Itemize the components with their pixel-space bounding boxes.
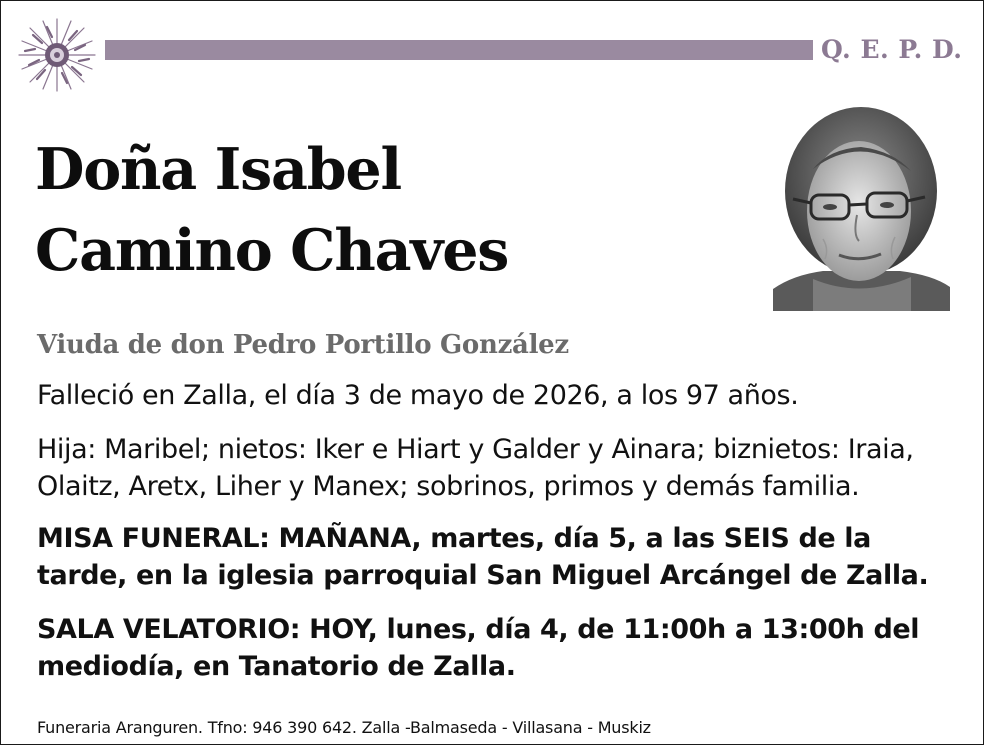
deceased-name-line-2: Camino Chaves <box>35 217 509 284</box>
wake-room-notice: SALA VELATORIO: HOY, lunes, día 4, de 11:00h a 13:00h del mediodía, en Tanatorio de Zalla. <box>37 614 920 682</box>
death-notice: Falleció en Zalla, el día 3 de mayo de 2026, a los 97 años. <box>37 380 799 411</box>
qepd-label: Q. E. P. D. <box>821 35 963 64</box>
widow-of-line: Viuda de don Pedro Portillo González <box>37 330 569 360</box>
deceased-name <box>35 129 755 291</box>
family-list: Hija: Maribel; nietos: Iker e Hiart y Galder y Ainara; biznietos: Iraia, Olaitz, Aretx, Liher y Manex; sobrinos, primos y demás familia. <box>37 434 914 502</box>
portrait-photo <box>773 99 950 311</box>
funeral-home-footer: Funeraria Aranguren. Tfno: 946 390 642. Zalla -Balmaseda - Villasana - Muskiz <box>37 718 651 737</box>
header-bar <box>105 40 813 60</box>
thistle-flower-icon <box>15 17 99 95</box>
funeral-mass-notice: MISA FUNERAL: MAÑANA, martes, día 5, a las SEIS de la tarde, en la iglesia parroquial San Miguel Arcángel de Zalla. <box>37 523 929 591</box>
deceased-name-line-1: Doña Isabel <box>35 136 401 203</box>
